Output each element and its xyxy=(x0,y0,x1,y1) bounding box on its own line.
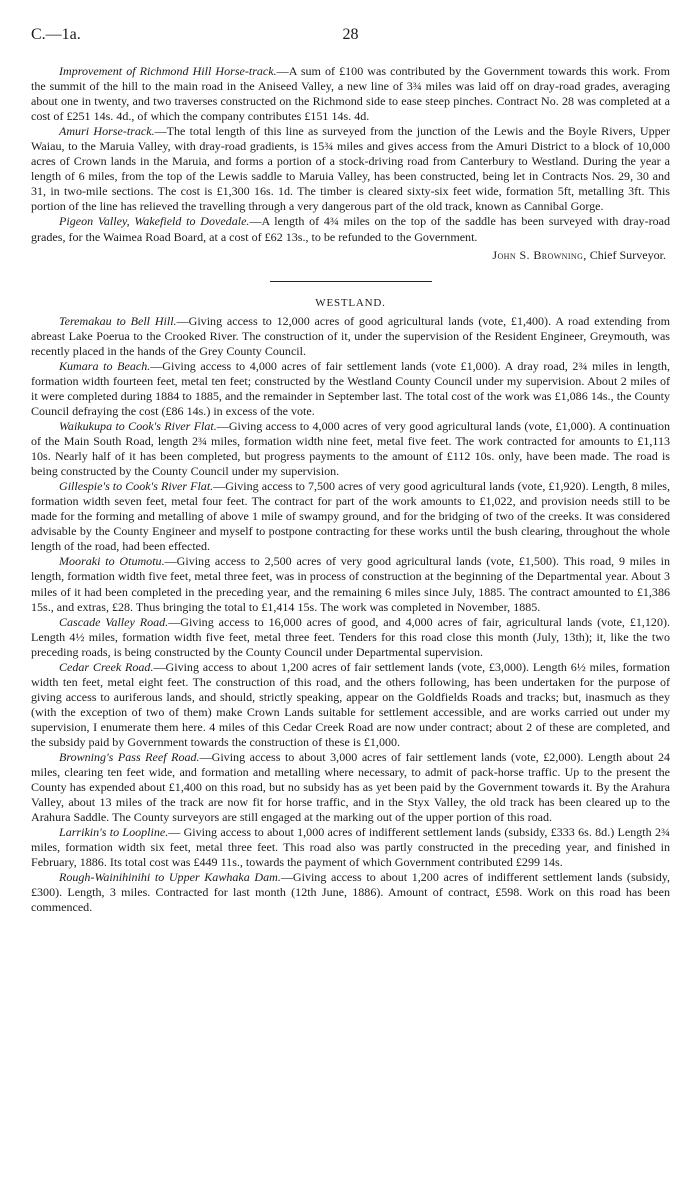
paragraph-text: —Giving access to 4,000 acres of fair settlement lands (vote £1,000). A dray road, 2¾ miles in length, formation width fourteen feet, metal ten feet; constructed by the Westland County Council under my supervision. About 2 miles of it were completed during 1884 to 1885, and the remainder in September last. The total cost of the work was £1,086 14s., the County Council defraying the cost (£86 14s.) in excess of the vote. xyxy=(31,358,670,418)
section-heading-westland: WESTLAND. xyxy=(315,296,386,309)
paragraph-title: Larrikin's to Loopline. xyxy=(59,825,169,840)
paragraph-title: Waikukupa to Cook's River Flat. xyxy=(59,418,217,433)
paragraph-cascade-valley xyxy=(31,615,670,660)
paragraph-title: Cedar Creek Road. xyxy=(59,659,154,674)
paragraph-cedar-creek xyxy=(31,660,670,750)
document-reference: C.—1a. xyxy=(31,26,81,43)
paragraph-text: —Giving access to 4,000 acres of very good agricultural lands (vote, £1,000). A continuation of the Main South Road, length 2¾ miles, formation width nine feet, metal five feet. The work contracted for amounts to £1,113 10s. Nearly half of it has been completed, but progress payments to the amount of £112 10s. only, have been made. The road is being constructed by the County Council under my supervision. xyxy=(31,418,671,479)
section-divider xyxy=(270,281,432,282)
paragraph-richmond-hill xyxy=(31,64,670,124)
signature-title: Chief Surveyor. xyxy=(586,247,666,262)
paragraph-title: Kumara to Beach. xyxy=(59,358,151,373)
paragraph-kumara xyxy=(31,359,670,419)
paragraph-text: —Giving access to 12,000 acres of good agricultural lands (vote, £1,400). A road extending from abreast Lake Poerua to the Crooked River. The construction of it, under the supervision of the Resident Engineer, Greymouth, was recently placed in the hands of the Grey County Council. xyxy=(31,313,670,358)
page-number: 28 xyxy=(342,26,359,43)
paragraph-text: —Giving access to 2,500 acres of very good agricultural lands (vote, £1,500). This road, 9 miles in length, formation width five feet, metal three feet, was in process of construction at the beginning of the Departmental year. About 3 miles of it had been completed in the preceding year, and the remaining 6 miles since July, 1885. The contract amounted to £1,386 15s., and extras, £28. Thus bringing the total to £1,414 15s. The work was completed in November, 1885. xyxy=(31,554,670,614)
paragraph-text: —A length of 4¾ miles on the top of the saddle has been surveyed with dray-road grades, for the Waimea Road Board, at a cost of £62 13s., to be refunded to the Government. xyxy=(31,214,670,244)
paragraph-title: Pigeon Valley, Wakefield to Dovedale. xyxy=(59,214,250,229)
paragraph-text: —Giving access to about 1,200 acres of indifferent settlement lands (subsidy, £300). Length, 3 miles. Contracted for last month (12th June, 1886). Amount of contract, £598. Work on this road has been commenced. xyxy=(31,870,670,915)
signature-name: John S. Browning, xyxy=(492,247,587,262)
paragraph-rough-wainihinihi xyxy=(31,870,670,915)
paragraph-title: Rough-Wainihinihi to Upper Kawhaka Dam. xyxy=(59,870,281,885)
paragraph-teremakau xyxy=(31,314,670,359)
paragraph-text: —Giving access to about 3,000 acres of fair settlement lands (vote, £2,000). Length about 24 miles, clearing ten feet wide, and formation and metalling where necessary, to admit of pack-horse traffic. Up to the present the County has expended about £1,400 on this road, but no subsidy has as yet been paid by the Government towards it. By the Arahura Valley, about 13 miles of the track are now fit for horse traffic, and in the Styx Valley, the old track has been cleared up to the Arahura Saddle. The County surveyors are still engaged at the marking out of the upper portion of this road. xyxy=(31,750,670,825)
page-body xyxy=(31,64,670,916)
paragraph-text: — Giving access to about 1,000 acres of indifferent settlement lands (subsidy, £333 6s. 8d.) Length 2¾ miles, formation width six feet, metal three feet. This road also was partly constructed in the preceding year, and finished in February, 1886. Its total cost was £449 11s., towards the payment of which Government contributed £299 14s. xyxy=(31,825,671,870)
paragraph-title: Browning's Pass Reef Road. xyxy=(59,750,200,765)
paragraph-pigeon-valley xyxy=(31,214,670,244)
paragraph-text: —Giving access to 7,500 acres of very good agricultural lands (vote, £1,920). Length, 8 miles, formation width seven feet, metal four feet. The contract for part of the work amounts to £1,022, and provision needs still to be made for the forming and metalling of above 1 mile of swampy ground, and for the bridging of two of the creeks. It was considered advisable by the County Engineer and myself to postpone contracting for these works until the bush clearing, throughout the whole length of the road, had been effected. xyxy=(31,479,670,554)
paragraph-title: Mooraki to Otumotu. xyxy=(59,554,165,569)
signature xyxy=(31,248,666,263)
paragraph-title: Amuri Horse-track. xyxy=(59,124,155,139)
paragraph-title: Cascade Valley Road. xyxy=(59,614,169,629)
paragraph-text: —Giving access to 16,000 acres of good, and 4,000 acres of fair, agricultural lands (vote, £1,120). Length 4½ miles, formation width five feet, metal three feet. Tenders for this road close this month (July, 13th); it, like the two preceding roads, is being constructed by the County Council under Departmental supervision. xyxy=(31,614,670,659)
paragraph-title: Improvement of Richmond Hill Horse-track. xyxy=(59,64,277,78)
paragraph-title: Gillespie's to Cook's River Flat. xyxy=(59,479,214,494)
paragraph-brownings-pass xyxy=(31,750,670,825)
paragraph-gillespies xyxy=(31,479,670,554)
paragraph-title: Teremakau to Bell Hill. xyxy=(59,313,177,328)
paragraph-text: —Giving access to about 1,200 acres of fair settlement lands (vote, £3,000). Length 6½ miles, formation width ten feet, metal eight feet. The construction of this road, and the others following, has been undertaken for the purpose of giving access to auriferous lands, and should, strictly speaking, appear on the Goldfields Roads and tracks; but, inasmuch as they (with the exception of two of them) make Crown Lands suitable for settlement accessible, and are works carried out under my supervision, I enumerate them here. 4 miles of this Cedar Creek Road are now under contract; about 2 of these are completed, and the subsidy paid by Government towards the construction of these is £1,000. xyxy=(31,659,670,749)
paragraph-mooraki xyxy=(31,554,670,614)
paragraph-text: —A sum of £100 was contributed by the Government towards this work. From the summit of the hill to the main road in the Aniseed Valley, a new line of 3¾ miles was laid off on dray-road grades, averaging about one in twenty, and two traverses constructed on the Richmond side to ease steep pinches. Contract No. 28 was completed at a cost of £251 14s. 4d., of which the company contributes £151 14s. 4d. xyxy=(31,64,671,124)
page-header xyxy=(31,26,670,50)
paragraph-larrikins xyxy=(31,825,670,870)
paragraph-text: —The total length of this line as surveyed from the junction of the Lewis and the Boyle Rivers, Upper Waiau, to the Maruia Valley, with dray-road gradients, is 15¾ miles and gives access from the Amuri District to a block of 10,000 acres of Crown lands in the Maruia, and forms a portion of a stock-driving road from Canterbury to Westland. During the year a length of 6 miles, from the top of the Lewis saddle to Maruia Valley, has been constructed, being let in Contracts Nos. 29, 30 and 31, in two-mile sections. The cost is £1,300 16s. 1d. The timber is cleared sixty-six feet wide, formation 5ft, metalling 3ft. This portion of the line has relieved the travelling through a very dangerous part of the old track, known as Cannibal Gorge. xyxy=(31,124,670,214)
paragraph-waikukupa xyxy=(31,419,670,479)
paragraph-amuri-horse-track xyxy=(31,124,670,214)
